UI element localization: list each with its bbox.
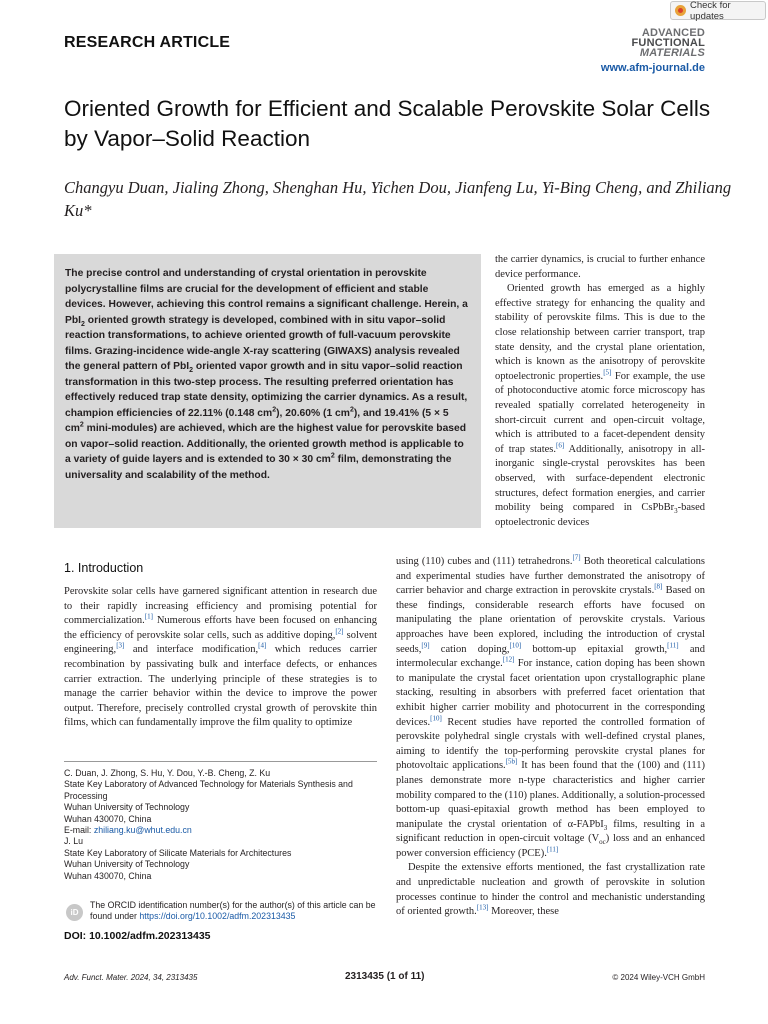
section-heading: 1. Introduction: [64, 561, 144, 575]
affiliation-line: Wuhan University of Technology: [64, 859, 190, 870]
citation-link[interactable]: [6]: [555, 441, 565, 450]
affiliation-line: Wuhan 430070, China: [64, 870, 152, 881]
abstract-text: ), 20.60% (1 cm: [276, 407, 350, 419]
article-title: Oriented Growth for Efficient and Scalable Perovskite Solar Cells by Vapor–Solid Reaction: [64, 96, 711, 151]
affiliation-line: State Key Laboratory of Silicate Materials for Architectures: [64, 847, 292, 858]
citation-link[interactable]: [2]: [335, 627, 344, 636]
abstract-text: oriented vapor growth and in situ vapor–solid reaction transformation in this two-step process. The resulting preferred orientation has effectively reduced trap state density, optimizing the carrier dynamics. As a result, champion efficiencies of 22.11% (0.148 cm: [65, 361, 468, 419]
journal-logo-line2: FUNCTIONAL: [631, 37, 705, 49]
right-column-lower: [396, 555, 705, 920]
paragraph: [64, 585, 377, 731]
paragraph-text: and interface modification,: [124, 644, 259, 656]
journal-url-link[interactable]: www.afm-journal.de: [600, 62, 705, 74]
citation-link[interactable]: [1]: [144, 612, 153, 621]
section-label: RESEARCH ARTICLE: [64, 34, 231, 51]
footnote-divider: [64, 761, 377, 762]
citation-link[interactable]: [12]: [502, 655, 515, 664]
abstract-text: The precise control and understanding of crystal orientation in perovskite polycrystalline films are crucial for the development of efficient and stable devices. However, achieving this control remains a significant challenge. Herein, a PbI: [65, 268, 468, 326]
superscript: 2: [272, 406, 277, 414]
affiliation-line: State Key Laboratory of Advanced Technology for Materials Synthesis and Processing: [64, 779, 353, 801]
paragraph-text: the carrier dynamics, is crucial to further enhance device performance.: [495, 254, 705, 280]
abstract-text: film, demonstrating the universality and scalability of the method.: [65, 454, 452, 481]
check-for-updates-button[interactable]: [670, 1, 766, 20]
paragraph-text: Moreover, these: [488, 906, 559, 918]
subscript: 2: [189, 367, 194, 375]
paragraph: [396, 861, 705, 919]
paragraph-text: Numerous efforts have been focused on enhancing the efficiency of perovskite solar cells, such as additive doping,: [64, 615, 377, 641]
right-column-upper: [495, 253, 705, 530]
orcid-note: [90, 900, 380, 923]
paragraph-text: Both theoretical calculations and experimental studies have further demonstrated the anisotropy of carrier behavior and charge extraction in perovskite crystals.: [396, 556, 705, 597]
paragraph-text: For instance, cation doping has been shown to manipulate the crystal facet orientation upon crystallographic plane stacking, resulting in absorbers with preferred facet orientation that exhibit higher carrier mobility and photocurrent in the corresponding devices.: [396, 658, 705, 728]
affiliation-line: Wuhan 430070, China: [64, 813, 152, 824]
abstract-text: oriented growth strategy is developed, combined with in situ vapor–solid reaction transformations, to achieve oriented growth of full-vacuum perovskite films. Grazing-incidence wide-angle X-ray scattering (GIWAXS) analysis revealed the general pattern of PbI: [65, 314, 460, 372]
paragraph-text: films, resulting in a significant reduction in open-circuit voltage (V: [396, 818, 705, 845]
citation-link[interactable]: [5b]: [505, 757, 518, 766]
subscript: 3: [603, 823, 608, 832]
paragraph-text: -based optoelectronic devices: [495, 502, 705, 528]
paragraph-text: Perovskite solar cells have garnered significant attention in research due to their rapidly increasing efficiency and promising potential for commercialization.: [64, 586, 377, 627]
citation-link[interactable]: [7]: [572, 553, 581, 562]
doi-label: DOI: 10.1002/adfm.202313435: [64, 930, 211, 942]
orcid-doi-link[interactable]: https://doi.org/10.1002/adfm.202313435: [139, 911, 296, 922]
subscript: oc: [599, 838, 606, 847]
orcid-icon: iD: [66, 904, 83, 921]
check-for-updates-label: Check for updates: [690, 0, 731, 22]
paragraph-text: Additionally, anisotropy in all-inorganic single-crystal perovskites has been observed, with surface-dependent electronic structures, defect formation energies, and carrier mobility being compared in CsPbBr: [495, 443, 705, 514]
subscript: 2: [81, 320, 85, 328]
citation-link[interactable]: [11]: [546, 845, 559, 854]
abstract-box: [54, 254, 481, 528]
crossmark-icon: [675, 5, 686, 16]
paragraph-text: Oriented growth has emerged as a highly effective strategy for enhancing the quality and stability of perovskite films. This is due to the close relationship between carrier transport, trap state density, and the crystal plane orientation, which is known as the anisotropy of perovskite optoelectronic properties.: [495, 283, 705, 382]
footer-copyright: © 2024 Wiley-VCH GmbH: [612, 973, 705, 982]
paragraph-text: Recent studies have reported the controlled formation of perovskite polyhedral single crystals with well-defined crystal planes, aiming to identify the top-performing perovskite crystal planes for photovoltaic applications.: [396, 716, 705, 772]
citation-link[interactable]: [3]: [116, 641, 125, 650]
page-number: 2313435 (1 of 11): [345, 971, 425, 982]
citation-link[interactable]: [10]: [509, 641, 522, 650]
citation-link[interactable]: [5]: [603, 368, 612, 377]
paragraph: [495, 253, 705, 282]
journal-logo-line3: MATERIALS: [639, 47, 705, 59]
footer-citation: Adv. Funct. Mater. 2024, 34, 2313435: [64, 973, 198, 982]
citation-link[interactable]: [11]: [667, 641, 679, 650]
intro-paragraph: [64, 585, 377, 731]
email-label: E-mail:: [64, 825, 94, 836]
paragraph: [495, 282, 705, 530]
citation-link[interactable]: [10]: [430, 714, 442, 723]
affiliation-line: Wuhan University of Technology: [64, 802, 190, 813]
journal-logo-line1: ADVANCED: [641, 27, 705, 39]
citation-link[interactable]: [9]: [421, 641, 430, 650]
abstract-text: ), and 19.41% (5 × 5 cm: [65, 407, 449, 434]
affiliation-line: [64, 825, 384, 836]
paragraph-text: bottom-up epitaxial growth,: [521, 643, 668, 655]
paragraph: [396, 555, 705, 861]
paragraph-text: using (110) cubes and (111) tetrahedrons.: [396, 556, 573, 567]
journal-logo: [632, 28, 706, 58]
paragraph-text: and intermolecular exchange.: [396, 643, 705, 670]
email-link[interactable]: zhiliang.ku@whut.edu.cn: [93, 825, 192, 836]
paragraph-text: For example, the use of photoconductive atomic force microscopy has revealed spatially correlated heterogeneity in short-circuit current and open-circuit voltage, which is attributed to a facet-dependent density of trap states.: [495, 370, 705, 455]
affiliations: [64, 768, 384, 882]
superscript: 2: [349, 406, 354, 414]
subscript: 3: [674, 507, 678, 516]
orcid-text: The ORCID identification number(s) for the author(s) of this article can be found under: [90, 900, 376, 922]
abstract-text: mini-modules) are achieved, which are the highest value for perovskite based on vapor–solid reaction. Additionally, the oriented growth method is applicable to a variety of guide layers and is extended to 30 × 30 cm: [65, 423, 467, 465]
affiliation-line: J. Lu: [64, 836, 84, 847]
paragraph-text: cation doping,: [429, 643, 510, 655]
affiliation-line: C. Duan, J. Zhong, S. Hu, Y. Dou, Y.-B. Cheng, Z. Ku: [64, 768, 271, 778]
superscript: 2: [79, 421, 84, 429]
paragraph-text: which reduces carrier recombination by passivating bulk and interface defects, or enhances carrier extraction. The underlying principle of these strategies is to manage the carrier behavior within the device to improve the power output. Therefore, precisely controlled crystal growth of perovskite thin films, which can fundamentally improve the film quality to optimize: [64, 644, 377, 729]
citation-link[interactable]: [8]: [654, 582, 663, 591]
paragraph-text: Despite the extensive efforts mentioned, the fast crystallization rate and unpredictable nucleation and growth of perovskite in solution processes continue to hinder the control and mechanistic understanding of oriented growth.: [396, 862, 705, 918]
paragraph-text: ) loss and an enhanced power conversion efficiency (PCE).: [396, 833, 705, 859]
paragraph-text: It has been found that the (100) and (111) planes demonstrate more n-type characteristics and higher carrier mobility compared to the (110) planes. Additionally, a solution-processed bottom-up quasi-epitaxial growth method has been employed to manipulate the crystal orientation of α-FAPbI: [396, 760, 705, 830]
citation-link[interactable]: [4]: [258, 641, 267, 650]
superscript: 2: [330, 452, 335, 460]
citation-link[interactable]: [13]: [476, 903, 489, 912]
paragraph-text: Based on these findings, considerable research efforts have focused on manipulating the plane orientation of perovskite crystals. Various approaches have been explored, including the introduction of crystal seeds,: [396, 585, 705, 655]
paragraph-text: solvent engineering,: [64, 629, 377, 656]
author-list: Changyu Duan, Jialing Zhong, Shenghan Hu, Yichen Dou, Jianfeng Lu, Yi-Bing Cheng, and Zhiliang Ku*: [64, 178, 732, 220]
